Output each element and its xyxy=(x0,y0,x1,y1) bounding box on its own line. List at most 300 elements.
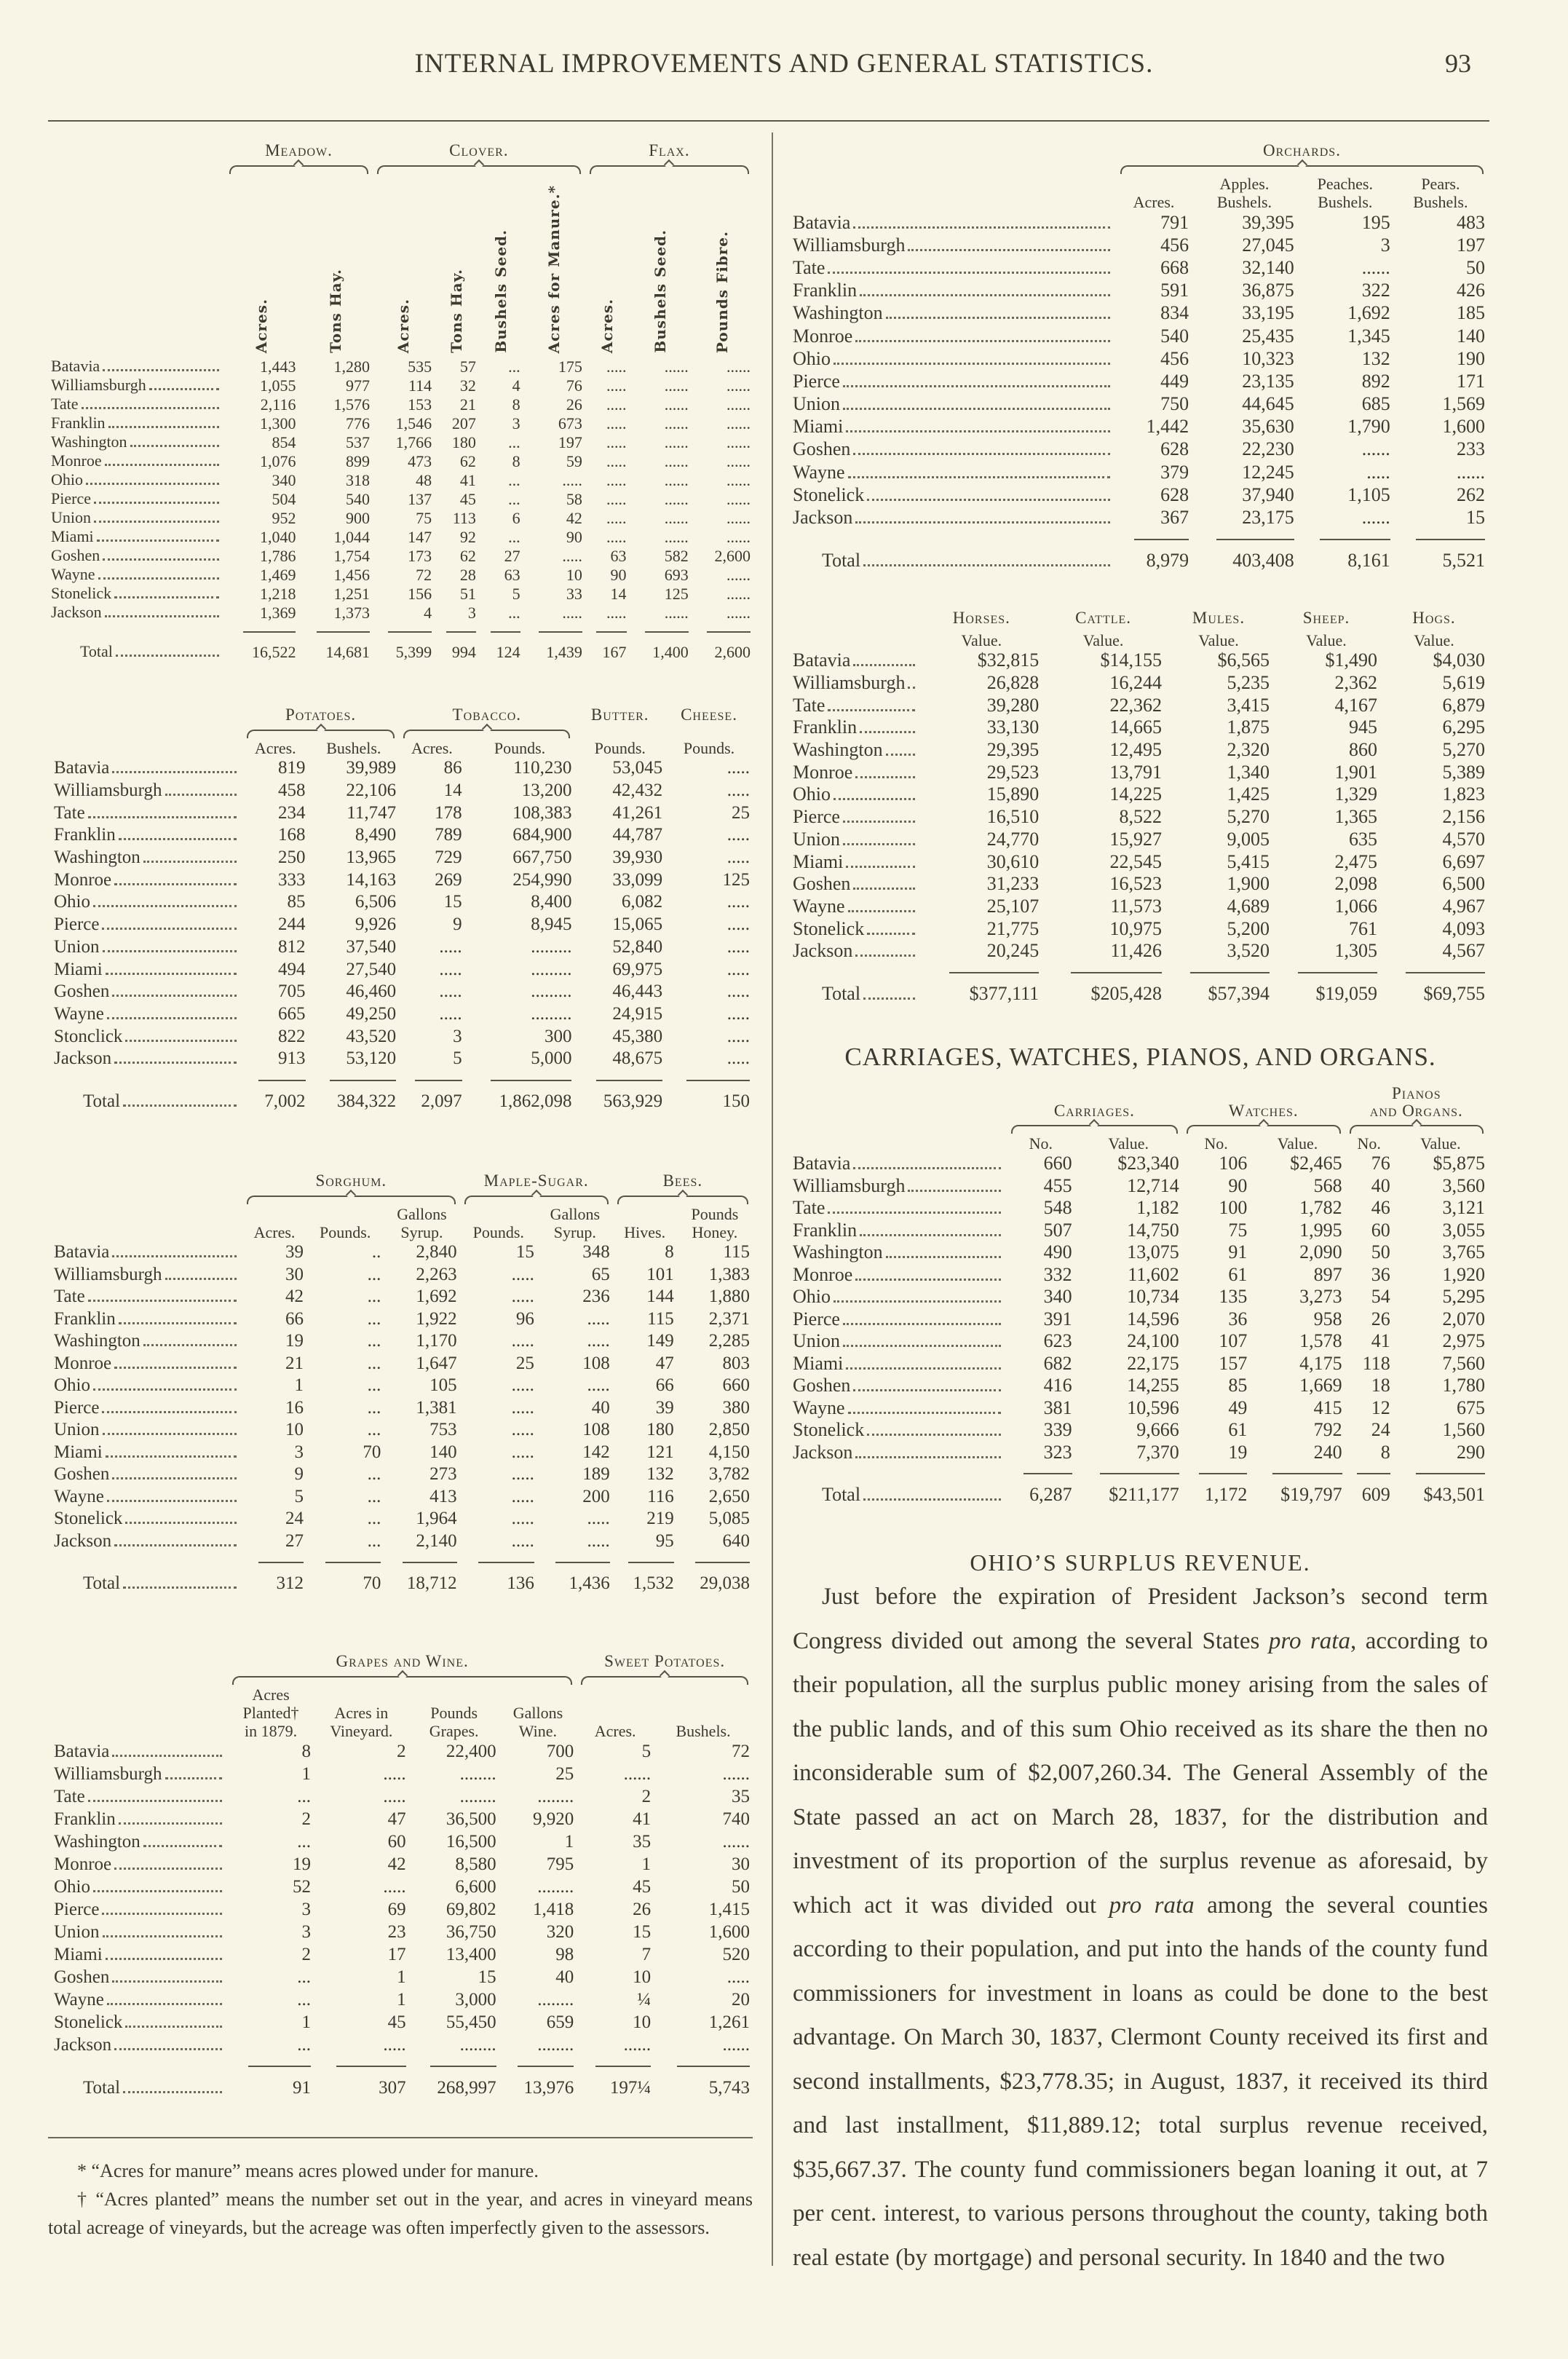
cell-value: 13,400 xyxy=(446,1944,496,1964)
cell-value: 1,600 xyxy=(1442,416,1485,438)
cell-value: ...... xyxy=(722,2034,750,2055)
brace-row xyxy=(54,1190,753,1205)
dot-leader xyxy=(843,385,1110,387)
footnote-manure: * “Acres for manure” means acres plowed under for manure. xyxy=(77,2160,539,2181)
cell-value: 3 xyxy=(301,1921,312,1942)
total-row xyxy=(54,1573,753,1595)
row-label-text: Union xyxy=(793,828,840,850)
row-label xyxy=(793,1397,1007,1420)
row-label-wrap xyxy=(54,847,239,868)
rule-cell xyxy=(1297,529,1393,550)
table-row xyxy=(54,1508,753,1530)
rule-cell xyxy=(1345,1463,1393,1484)
cell-value: 30 xyxy=(732,1854,750,1874)
cell-value: 65 xyxy=(591,1264,610,1284)
row-label-text: Ohio xyxy=(54,1375,90,1396)
row-label xyxy=(793,1264,1007,1287)
total-value: $377,111 xyxy=(969,982,1040,1004)
cell-value: 380 xyxy=(722,1397,750,1418)
cell-value: ..... xyxy=(726,892,750,912)
cell-value: 729 xyxy=(435,847,462,868)
rule-cell xyxy=(613,1552,677,1573)
cell-value: 18 xyxy=(1371,1375,1390,1396)
row-label-text: Total xyxy=(83,1091,121,1111)
cell-value: 240 xyxy=(1313,1441,1342,1463)
cell-value: 667,750 xyxy=(512,847,572,868)
sum-rule xyxy=(645,631,689,633)
cell-value: 114 xyxy=(408,376,432,395)
cell-value: 5,619 xyxy=(1442,672,1485,694)
cell-value: 1,901 xyxy=(1334,761,1377,783)
rule-cell xyxy=(384,1552,459,1573)
table-row xyxy=(54,1876,753,1898)
cell-value: 665 xyxy=(278,1003,306,1024)
column-header xyxy=(309,739,400,757)
cell-value: 36,750 xyxy=(446,1921,496,1942)
cell-value: 1,066 xyxy=(1334,895,1377,917)
cell-value: 900 xyxy=(345,508,370,527)
dot-leader xyxy=(116,655,219,657)
row-label xyxy=(793,829,921,851)
cell-value: ... xyxy=(508,470,520,489)
cell-value: 1,369 xyxy=(259,603,296,622)
cell-value: 8 xyxy=(512,451,520,470)
row-label-text: Miami xyxy=(793,1352,844,1374)
row-label-text: Wayne xyxy=(51,565,95,583)
cell-value: 490 xyxy=(1043,1241,1072,1263)
sum-rule xyxy=(478,1562,534,1563)
dot-leader xyxy=(149,388,219,390)
row-label-text: Batavia xyxy=(793,649,851,671)
total-value: 5,743 xyxy=(708,2077,750,2098)
cell-value: 1,280 xyxy=(333,357,370,376)
cell-value: 1 xyxy=(641,1854,652,1874)
cell-value: 60 xyxy=(387,1831,406,1852)
rule-cell xyxy=(1116,529,1192,550)
column-header-text: Acres. xyxy=(411,739,453,757)
cell-value: $4,030 xyxy=(1433,649,1485,671)
cell-value: 25 xyxy=(555,1763,574,1784)
row-label-text: Washington xyxy=(51,432,127,451)
row-label-text: Total xyxy=(822,550,861,572)
table-row xyxy=(793,1264,1488,1287)
sum-rule xyxy=(415,1080,462,1081)
total-value: 16,522 xyxy=(251,642,296,661)
row-label-wrap xyxy=(793,716,918,738)
column-header-row xyxy=(54,739,753,757)
cell-value: 1,381 xyxy=(416,1397,457,1418)
cell-value: 684,900 xyxy=(512,825,572,845)
row-label xyxy=(54,1330,242,1353)
table-row xyxy=(54,1763,753,1785)
brace-icon xyxy=(247,1196,456,1204)
brace-icon xyxy=(377,165,581,174)
row-label-wrap xyxy=(54,892,239,912)
column-header-text: Value. xyxy=(1420,1134,1461,1153)
dot-leader xyxy=(843,1345,1001,1347)
column-header-text: Tons Hay. xyxy=(326,269,344,353)
column-header-text: Bushels. xyxy=(326,739,381,757)
cell-value: 6,697 xyxy=(1442,850,1485,872)
cell-value: 24 xyxy=(1371,1419,1390,1441)
cell-value: 5,295 xyxy=(1442,1286,1485,1308)
cell-value: 7,560 xyxy=(1442,1352,1485,1374)
column-header xyxy=(585,175,630,357)
row-label xyxy=(793,716,921,739)
cell-value: 1,261 xyxy=(708,2012,750,2032)
total-rule-row xyxy=(793,963,1488,983)
table-row xyxy=(793,483,1488,506)
dot-leader xyxy=(93,1388,237,1391)
cell-value: 5,415 xyxy=(1227,850,1270,872)
table-row xyxy=(793,506,1488,529)
cell-value: 1,365 xyxy=(1334,806,1377,828)
cell-value: 1,076 xyxy=(259,451,296,470)
row-label xyxy=(51,603,225,622)
table-row xyxy=(51,470,753,489)
row-label xyxy=(54,1048,242,1070)
cell-value: 761 xyxy=(1348,917,1377,939)
row-label-wrap xyxy=(793,280,1113,301)
row-label-wrap xyxy=(51,527,222,546)
total-row xyxy=(793,983,1488,1005)
row-label-wrap xyxy=(51,357,222,376)
rule-cell xyxy=(630,622,692,642)
dot-leader xyxy=(94,502,219,504)
cell-value: 6,082 xyxy=(621,892,663,912)
table-row xyxy=(793,370,1488,392)
dot-leader xyxy=(860,294,1110,296)
cell-value: ... xyxy=(367,1287,381,1307)
cell-value: 6,500 xyxy=(1442,873,1485,895)
dot-leader xyxy=(848,476,1110,478)
row-label xyxy=(54,1397,242,1420)
dot-leader xyxy=(114,596,219,598)
rule-cell xyxy=(373,622,435,642)
cell-value: 26 xyxy=(633,1899,652,1919)
row-label-wrap xyxy=(54,1091,239,1112)
total-value: 563,929 xyxy=(603,1091,663,1111)
row-label-wrap xyxy=(793,1264,1004,1286)
cell-value: 12 xyxy=(1371,1396,1390,1418)
cell-value: ...... xyxy=(664,395,689,414)
row-label xyxy=(54,1740,228,1763)
row-label-wrap xyxy=(54,1375,239,1396)
cell-value: ... xyxy=(508,432,520,451)
rule-cell xyxy=(1393,529,1488,550)
table-row xyxy=(54,869,753,891)
table-row xyxy=(54,1988,753,2011)
table-row xyxy=(54,1241,753,1264)
rule-cell xyxy=(409,2056,499,2077)
cell-value: 381 xyxy=(1043,1396,1072,1418)
dot-leader xyxy=(853,664,915,666)
cell-value: 2,975 xyxy=(1442,1330,1485,1352)
total-value: 1,172 xyxy=(1204,1484,1248,1506)
row-label xyxy=(54,1241,242,1264)
cell-value: ..... xyxy=(606,395,627,414)
cell-value: 1,425 xyxy=(1227,783,1270,805)
cell-value: 4,967 xyxy=(1442,895,1485,917)
cell-value: ... xyxy=(367,1509,381,1529)
cell-value: 379 xyxy=(1160,461,1189,483)
row-label xyxy=(54,824,242,847)
cell-value: 628 xyxy=(1160,483,1189,505)
column-header-text: Bushels Seed. xyxy=(651,229,669,353)
rule-cell xyxy=(225,622,298,642)
dot-leader xyxy=(843,408,1110,410)
row-label xyxy=(54,1943,228,1966)
dot-leader xyxy=(855,1456,1001,1458)
cell-value: 3 xyxy=(453,1026,462,1046)
row-label-wrap xyxy=(793,1153,1004,1174)
empty-header xyxy=(793,160,1116,175)
table-row xyxy=(54,1419,753,1442)
total-value: 6,287 xyxy=(1029,1484,1072,1506)
cell-value: 140 xyxy=(1457,325,1485,347)
row-label-text: Total xyxy=(822,982,861,1004)
brace-cell xyxy=(665,724,753,739)
text-segment-italic: pro rata xyxy=(1109,1892,1195,1919)
cell-value: 72 xyxy=(732,1741,750,1761)
total-value: 1,532 xyxy=(633,1573,674,1594)
row-label xyxy=(793,393,1116,416)
row-label-text: Monroe xyxy=(54,869,112,890)
table-row xyxy=(54,1308,753,1331)
dot-leader xyxy=(843,843,915,845)
row-label-wrap xyxy=(54,2078,225,2098)
total-value: 5,521 xyxy=(1442,550,1485,572)
cell-value: ... xyxy=(367,1308,381,1329)
table-row xyxy=(793,234,1488,256)
row-label xyxy=(793,234,1116,256)
group-header: Orchards. xyxy=(1263,141,1341,159)
rule-cell xyxy=(435,622,479,642)
cell-value: 11,747 xyxy=(347,802,397,823)
cell-value: 26,828 xyxy=(986,672,1040,694)
table-row xyxy=(54,1286,753,1308)
row-label xyxy=(54,2034,228,2056)
brace-cell xyxy=(242,1190,460,1205)
cell-value: 20 xyxy=(732,1989,750,2010)
cell-value: 85 xyxy=(287,892,306,912)
group-header: Meadow. xyxy=(265,141,333,159)
row-label xyxy=(51,376,225,395)
dot-leader xyxy=(97,540,219,542)
cell-value: ... xyxy=(508,603,520,622)
column-header-text: Acres. xyxy=(395,298,413,353)
table-row xyxy=(793,873,1488,896)
cell-value: 15 xyxy=(1466,507,1485,529)
cell-value: ... xyxy=(367,1331,381,1351)
row-label-wrap xyxy=(51,508,222,527)
table-row xyxy=(793,649,1488,672)
sum-rule xyxy=(388,631,432,633)
dot-leader xyxy=(165,794,237,796)
row-label-text: Washington xyxy=(793,1241,883,1263)
row-label xyxy=(793,1308,1007,1331)
cell-value: 8,522 xyxy=(1119,806,1162,828)
total-value: 609 xyxy=(1361,1484,1390,1506)
cell-value: 113 xyxy=(452,508,476,527)
sum-rule xyxy=(539,631,582,633)
column-header-text: Pears. Bushels. xyxy=(1413,175,1468,211)
total-value: 268,997 xyxy=(437,2077,496,2098)
row-label-text: Miami xyxy=(793,416,844,438)
cell-value: 1,790 xyxy=(1347,416,1390,438)
cell-value: 121 xyxy=(646,1442,674,1462)
row-label-wrap xyxy=(793,484,1113,506)
cell-value: 10 xyxy=(633,2012,652,2032)
sum-rule xyxy=(1023,1473,1072,1474)
column-header xyxy=(479,175,523,357)
dot-leader xyxy=(106,973,237,975)
cell-value: ..... xyxy=(511,1375,534,1396)
cell-value: ...... xyxy=(664,357,689,376)
table-row xyxy=(54,1330,753,1353)
rule-cell xyxy=(1182,1463,1251,1484)
cell-value: 332 xyxy=(1043,1263,1072,1285)
column-header xyxy=(1250,1134,1345,1153)
cell-value: 504 xyxy=(272,489,296,508)
column-header xyxy=(1393,175,1488,211)
cell-value: 2,840 xyxy=(416,1242,457,1263)
total-value: 91 xyxy=(293,2077,312,2098)
rule-cell xyxy=(242,1070,309,1091)
cell-value: 5,270 xyxy=(1442,739,1485,761)
column-header xyxy=(306,1205,384,1241)
table-row xyxy=(793,694,1488,716)
row-label-wrap xyxy=(54,870,239,890)
dot-leader xyxy=(860,1234,1001,1236)
cell-value: 20,245 xyxy=(986,940,1040,962)
empty-header xyxy=(793,606,921,628)
dot-leader xyxy=(886,754,916,756)
dot-leader xyxy=(846,1367,1001,1370)
rule-cell xyxy=(574,1070,665,1091)
total-row xyxy=(54,2077,753,2099)
row-label-wrap xyxy=(793,1397,1004,1419)
row-label xyxy=(51,642,225,661)
column-header-text: Pounds. xyxy=(594,739,646,757)
row-label xyxy=(793,850,921,873)
cell-value: 8,580 xyxy=(455,1854,496,1874)
cell-value: 16,244 xyxy=(1109,672,1162,694)
row-label-wrap xyxy=(54,1442,239,1463)
table-row xyxy=(51,508,753,527)
column-header xyxy=(228,1686,314,1740)
row-label-wrap xyxy=(51,376,222,395)
column-header-text: Acres. xyxy=(253,1223,296,1241)
cell-value: 108,383 xyxy=(512,802,572,823)
row-label-wrap xyxy=(54,1487,239,1507)
empty-header xyxy=(54,1190,242,1205)
group-header-row xyxy=(51,138,753,160)
cell-value: ..... xyxy=(726,825,750,845)
cell-value: ........ xyxy=(459,1786,496,1806)
column-header-text: Value. xyxy=(1198,631,1239,649)
rule-cell xyxy=(537,1552,613,1573)
cell-value: 750 xyxy=(1160,393,1189,415)
dot-leader xyxy=(843,1323,1001,1325)
cell-value: 5,200 xyxy=(1227,917,1270,939)
column-header-text: Gallons Syrup. xyxy=(550,1205,601,1241)
cell-value: 456 xyxy=(1160,234,1189,256)
column-header xyxy=(1007,1134,1075,1153)
cell-value: 16,523 xyxy=(1109,873,1162,895)
cell-value: ..... xyxy=(383,1876,406,1897)
cell-value: 4,570 xyxy=(1442,828,1485,850)
cell-value: 39,280 xyxy=(986,694,1040,716)
empty-header xyxy=(793,138,1116,160)
row-label xyxy=(54,1921,228,1943)
empty-header xyxy=(793,1120,1007,1134)
brace-cell xyxy=(574,724,665,739)
dot-leader xyxy=(112,1980,222,1983)
cell-value: 45 xyxy=(633,1876,652,1897)
cell-value: 1,469 xyxy=(259,565,296,584)
table-row xyxy=(54,1442,753,1464)
dot-leader xyxy=(119,1822,222,1825)
column-header xyxy=(1116,175,1192,211)
cell-value: 42,432 xyxy=(612,781,663,801)
cell-value: 12,714 xyxy=(1127,1174,1179,1196)
column-header-text: Acres. xyxy=(1133,193,1175,211)
row-label-wrap xyxy=(54,960,239,980)
sum-rule xyxy=(330,1080,396,1081)
row-label-wrap xyxy=(793,829,918,850)
table-row xyxy=(54,2011,753,2034)
cell-value: 25,107 xyxy=(986,895,1040,917)
rule-cell xyxy=(1250,1463,1345,1484)
cell-value: 47 xyxy=(387,1809,406,1829)
cell-value: ..... xyxy=(726,1026,750,1046)
cell-value: 41,261 xyxy=(612,802,663,823)
cell-value: 10,596 xyxy=(1127,1396,1179,1418)
empty-header xyxy=(793,1085,1007,1120)
total-value: 124 xyxy=(496,642,520,661)
row-label-text: Batavia xyxy=(793,1153,851,1174)
cell-value: 9 xyxy=(453,914,462,935)
cell-value: 35,630 xyxy=(1242,416,1294,438)
dot-leader xyxy=(860,731,915,733)
cell-value: 1,443 xyxy=(259,357,296,376)
dot-leader xyxy=(88,1800,222,1802)
rule-cell xyxy=(1165,963,1272,983)
table-row xyxy=(54,1048,753,1070)
row-label-wrap xyxy=(54,1464,239,1485)
table-row xyxy=(51,603,753,622)
row-label xyxy=(793,672,921,695)
column-header xyxy=(1182,1134,1251,1153)
cell-value: 19 xyxy=(1228,1441,1248,1463)
cell-value: 125 xyxy=(722,869,750,890)
cell-value: ..... xyxy=(606,603,627,622)
empty-header xyxy=(54,739,242,757)
row-label-wrap xyxy=(793,896,918,917)
row-label-text: Franklin xyxy=(54,1308,116,1329)
row-label-wrap xyxy=(54,1900,225,1920)
cell-value: ... xyxy=(367,1264,381,1284)
row-label xyxy=(54,1573,242,1595)
cell-value: 21,775 xyxy=(986,917,1040,939)
rule-cell xyxy=(479,622,523,642)
cell-value: 140 xyxy=(429,1442,457,1462)
dot-leader xyxy=(165,1777,222,1779)
row-label-wrap xyxy=(51,546,222,565)
dot-leader xyxy=(855,1279,1001,1281)
row-label-text: Pierce xyxy=(54,1899,100,1919)
